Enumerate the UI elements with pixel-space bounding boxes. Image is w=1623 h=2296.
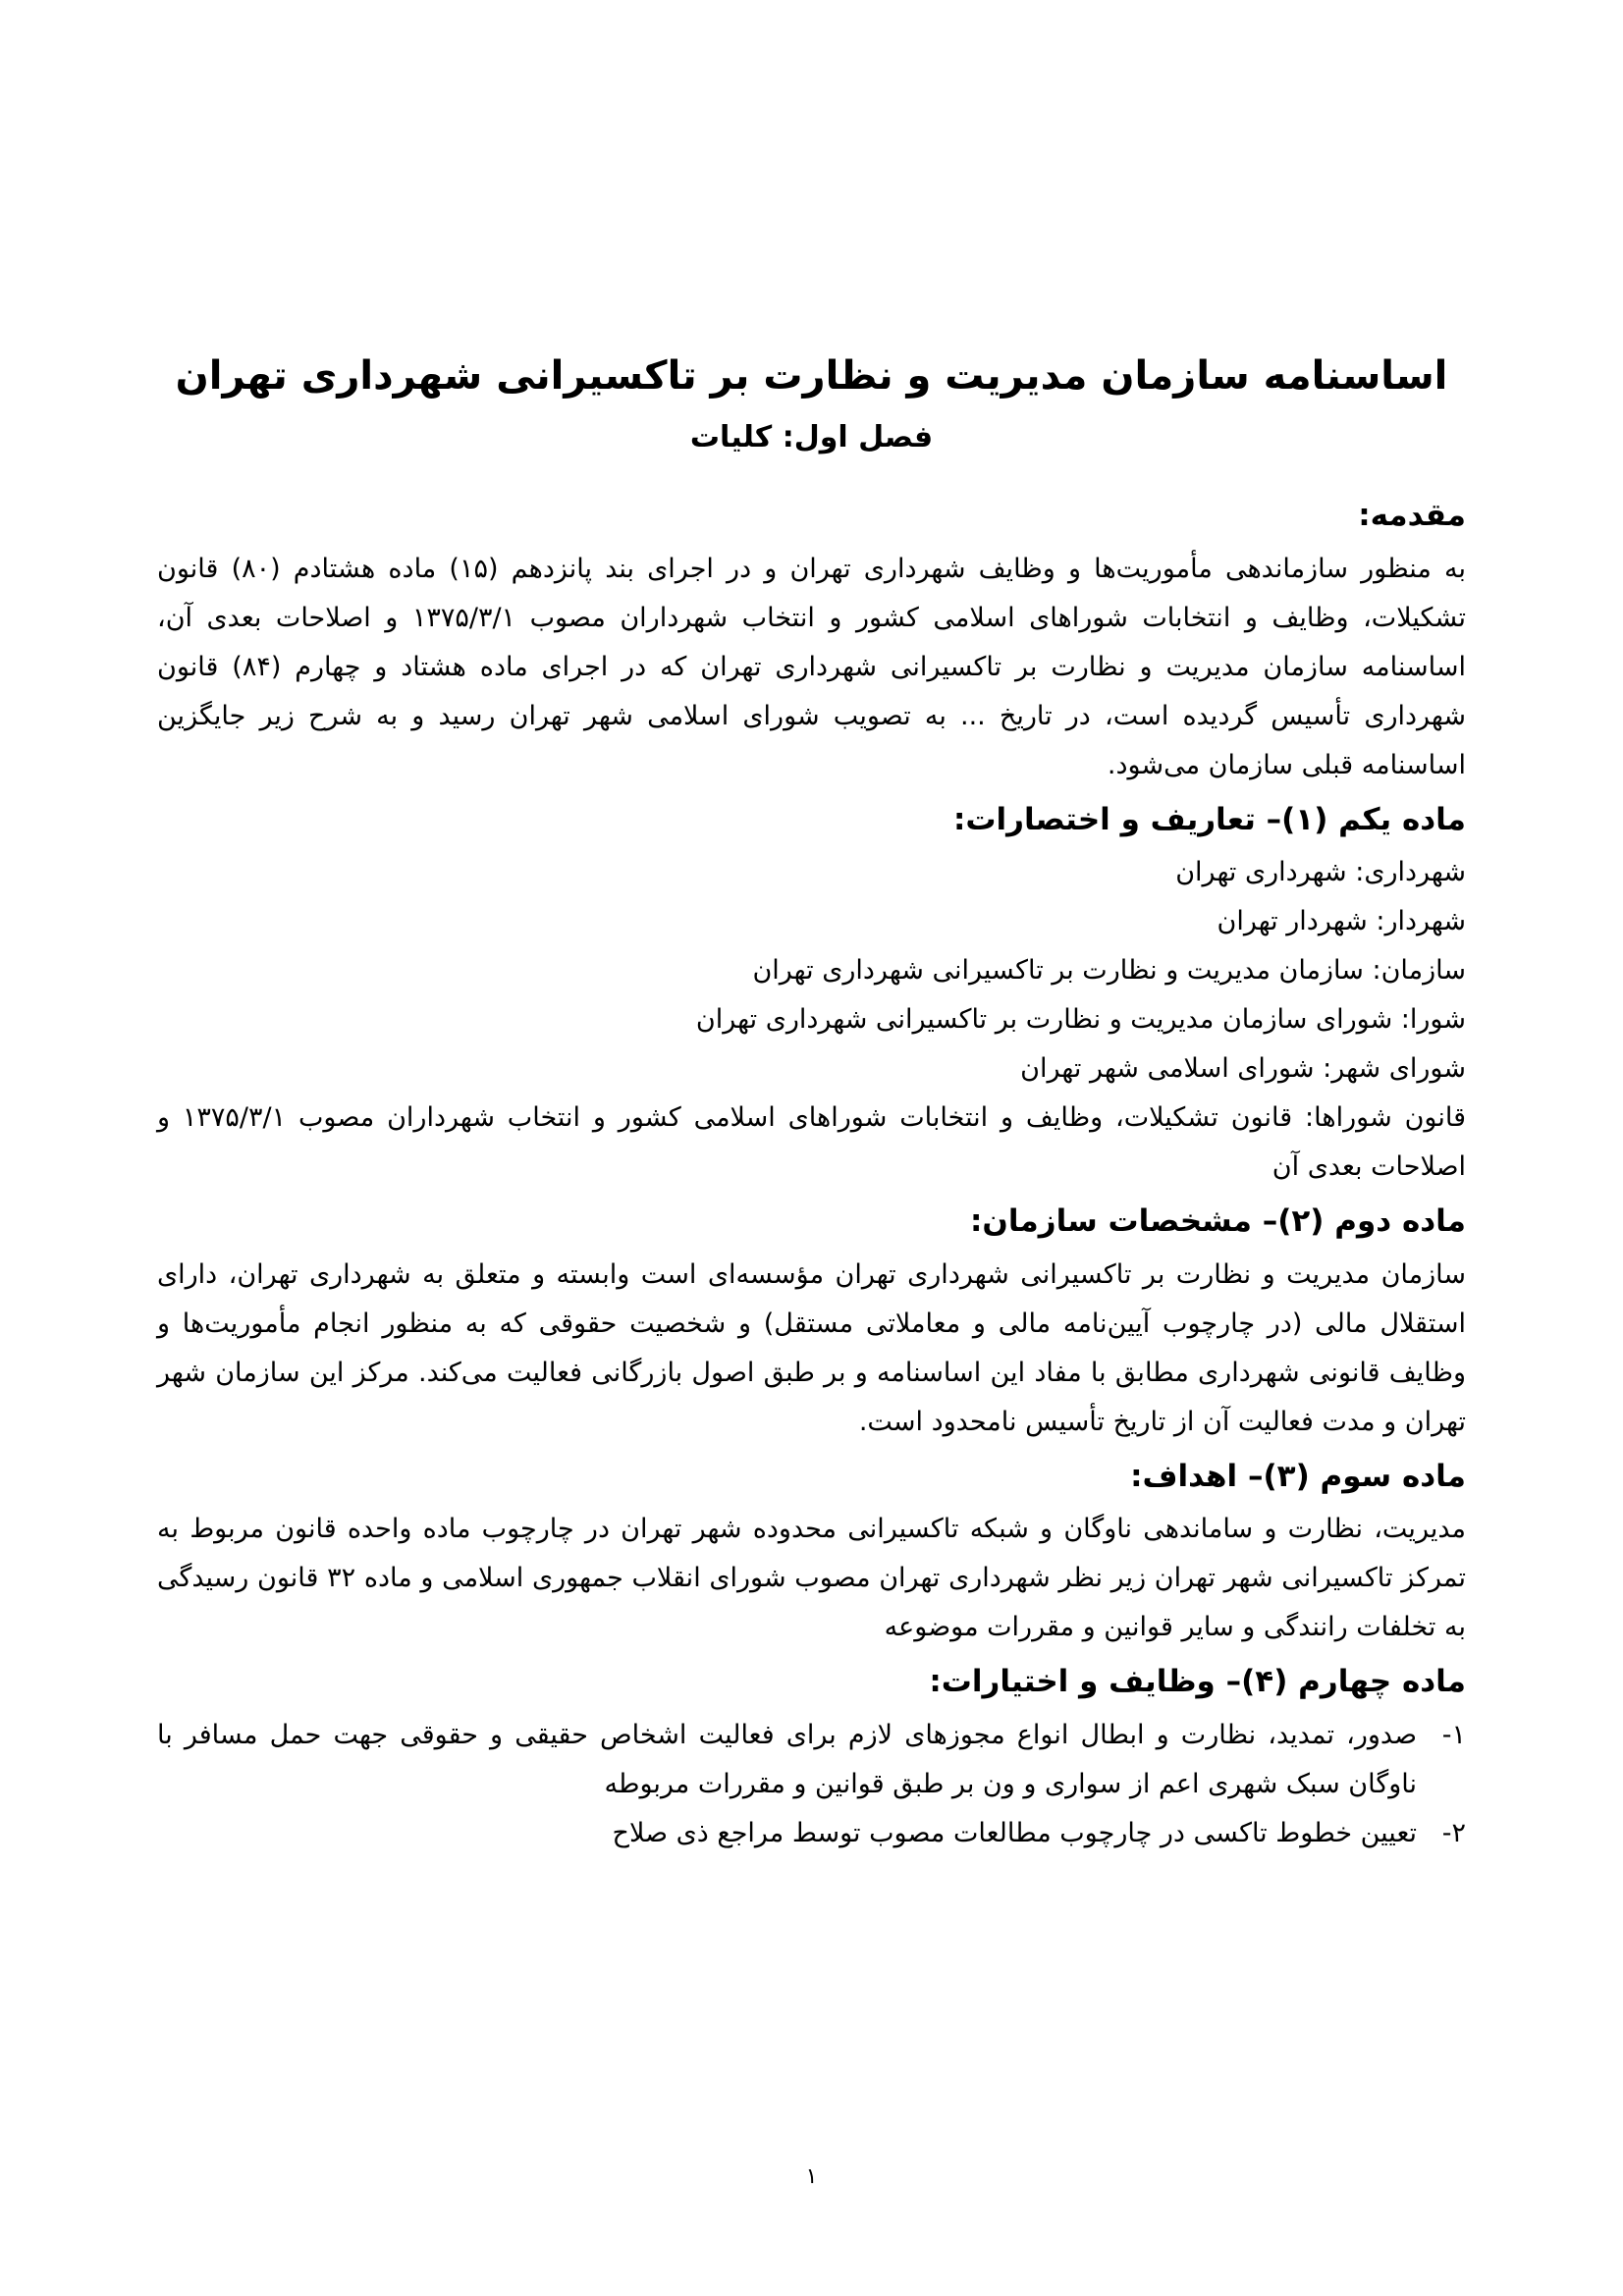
list-item-text: صدور، تمدید، نظارت و ابطال انواع مجوزهای لازم برای فعالیت اشخاص حقیقی و حقوقی جهت حمل مسافر با ناوگان سبک شهری اعم از سواری و ون بر طبق قوانین و مقررات مربوطه [157,1719,1417,1799]
article-3-paragraph: مدیریت، نظارت و ساماندهی ناوگان و شبکه تاکسیرانی محدوده شهر تهران در چارچوب ماده واحده قانون مربوط به تمرکز تاکسیرانی شهر تهران زیر نظر شهرداری تهران مصوب شورای انقلاب جمهوری اسلامی و ماده ۳۲ قانون رسیدگی به تخلفات رانندگی و سایر قوانین و مقررات موضوعه [157,1514,1466,1643]
page-number: ۱ [805,2164,818,2189]
article-1-heading: ماده یکم (۱)– تعاریف و اختصارات: [952,801,1466,837]
definition-item: قانون شوراها: قانون تشکیلات، وظایف و انتخابات شوراهای اسلامی کشور و انتخاب شهرداران مصوب ۱۳۷۵/۳/۱ و اصلاحات بعدی آن [157,1102,1467,1183]
article-4-heading: ماده چهارم (۴)– وظایف و اختیارات: [929,1664,1466,1700]
article-2-paragraph: سازمان مدیریت و نظارت بر تاکسیرانی شهرداری تهران مؤسسه‌ای است وابسته و متعلق به شهرداری تهران، دارای استقلال مالی (در چارچوب آیین‌نامه مالی و معاملاتی مستقل) و شخصیت حقوقی که به منظور انجام مأموریت‌ها و وظایف قانونی شهرداری مطابق با مفاد این اساسنامه و بر طبق اصول بازرگانی فعالیت می‌کند. مرکز این سازمان شهر تهران و مدت فعالیت آن از تاریخ تأسیس نامحدود است. [157,1258,1466,1437]
definition-item: سازمان: سازمان مدیریت و نظارت بر تاکسیرانی شهرداری تهران [752,955,1466,987]
definition-item: شورا: شورای سازمان مدیریت و نظارت بر تاکسیرانی شهرداری تهران [695,1004,1466,1036]
article-3-heading: ماده سوم (۳)– اهداف: [1130,1458,1466,1494]
definition-item: شهردار: شهردار تهران [1217,906,1466,937]
list-item-text: تعیین خطوط تاکسی در چارچوب مطالعات مصوب توسط مراجع ذی صلاح [612,1817,1417,1848]
list-item [157,1711,1466,1809]
article-2-heading: ماده دوم (۲)– مشخصات سازمان: [970,1203,1466,1240]
document-body [157,348,1466,1858]
chapter-title: فصل اول: کلیات [689,420,934,454]
intro-heading: مقدمه: [1358,498,1466,533]
list-item-number: ۲- [1441,1817,1466,1848]
document-title: اساسنامه سازمان مدیریت و نظارت بر تاکسیرانی شهرداری تهران [175,353,1448,399]
intro-paragraph: به منظور سازماندهی مأموریت‌ها و وظایف شهرداری تهران و در اجرای بند پانزدهم (۱۵) ماده هشتادم (۸۰) قانون تشکیلات، وظایف و انتخابات شوراهای اسلامی کشور و انتخاب شهرداران مصوب ۱۳۷۵/۳/۱ و اصلاحات بعدی آن، اساسنامه سازمان مدیریت و نظارت بر تاکسیرانی شهرداری تهران که در اجرای ماده هشتاد و چهارم (۸۴) قانون شهرداری تأسیس گردیده است، در تاریخ ... به تصویب شورای اسلامی شهر تهران رسید و به شرح زیر جایگزین اساسنامه قبلی سازمان می‌شود. [157,553,1466,780]
list-item [157,1809,1466,1858]
definition-item: شهرداری: شهرداری تهران [1175,857,1466,888]
definition-item: شورای شهر: شورای اسلامی شهر تهران [1020,1053,1466,1085]
list-item-number: ۱- [1441,1719,1466,1750]
